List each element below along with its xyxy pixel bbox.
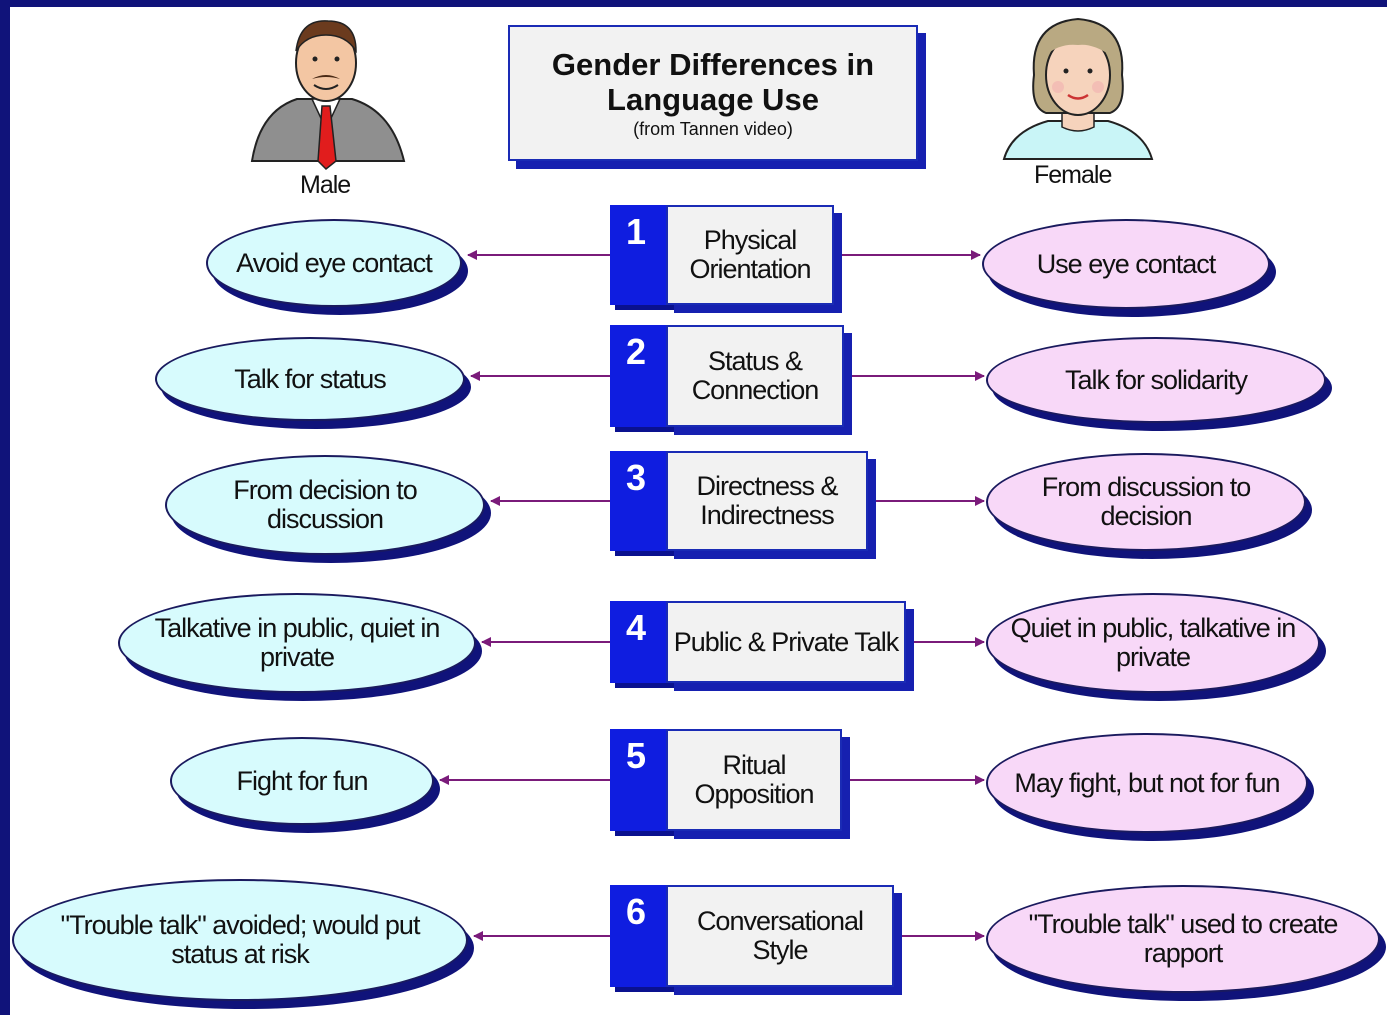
female-ellipse-2: Talk for solidarity xyxy=(986,337,1326,423)
female-ellipse-4: Quiet in public, talkative in private xyxy=(986,593,1320,693)
diagram-canvas xyxy=(10,7,1387,1015)
female-label: Female xyxy=(1034,161,1112,189)
female-ellipse-1: Use eye contact xyxy=(982,219,1270,309)
number-box-1: 1 xyxy=(610,205,670,305)
category-box-6: Conversational Style xyxy=(666,885,894,987)
number-box-3: 3 xyxy=(610,451,670,551)
category-box-1: Physical Orientation xyxy=(666,205,834,305)
title-line-1: Gender Differences in xyxy=(551,47,875,82)
title-line-2: Language Use xyxy=(607,82,819,117)
male-ellipse-3: From decision to discussion xyxy=(165,455,485,555)
male-ellipse-4: Talkative in public, quiet in private xyxy=(118,593,476,693)
male-ellipse-1: Avoid eye contact xyxy=(206,219,462,307)
male-ellipse-5: Fight for fun xyxy=(170,737,434,825)
category-box-2: Status & Connection xyxy=(666,325,844,427)
title-subtitle: (from Tannen video) xyxy=(633,119,793,139)
female-ellipse-5: May fight, but not for fun xyxy=(986,733,1308,833)
number-box-6: 6 xyxy=(610,885,670,987)
male-ellipse-6: "Trouble talk" avoided; would put status at risk xyxy=(12,879,468,1001)
female-ellipse-6: "Trouble talk" used to create rapport xyxy=(986,885,1380,993)
number-box-4: 4 xyxy=(610,601,670,683)
category-box-3: Directness & Indirectness xyxy=(666,451,868,551)
number-box-5: 5 xyxy=(610,729,670,831)
number-box-2: 2 xyxy=(610,325,670,427)
male-ellipse-2: Talk for status xyxy=(155,337,465,421)
female-ellipse-3: From discussion to decision xyxy=(986,453,1306,551)
category-box-5: Ritual Opposition xyxy=(666,729,842,831)
male-label: Male xyxy=(300,171,351,199)
category-box-4: Public & Private Talk xyxy=(666,601,906,683)
